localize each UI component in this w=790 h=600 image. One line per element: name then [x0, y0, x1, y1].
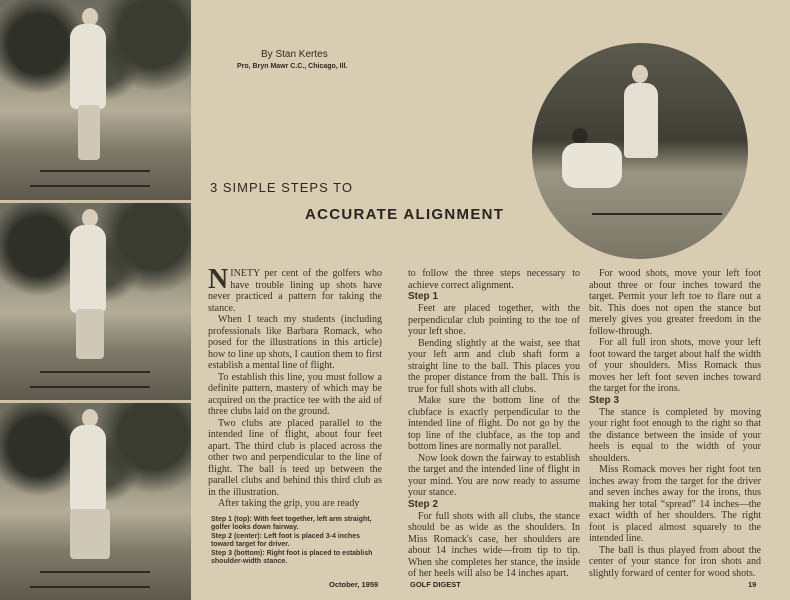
byline [237, 49, 348, 70]
paragraph: For all full iron shots, move your left foot toward the target about half the width of your shoulders. Miss Romack thus moves her left foot seven inches toward the target for the irons. [589, 337, 761, 394]
paragraph: The ball is thus played from about the center of your stance for iron shots and slightly forward of center for wood shots. [589, 544, 761, 579]
paragraph: To establish this line, you must follow a definite pattern, mastery of which may be acquired on the practice tee with the aid of three clubs laid on the ground. [208, 371, 382, 417]
paragraph: Two clubs are placed parallel to the intended line of flight, about four feet apart. The third club is placed across the other two and perpendicular to the line of flight. The ball is teed up between the parallel clubs and behind this third club as in the illustration. [208, 417, 382, 498]
photo-step-2 [0, 203, 191, 400]
step-1-heading: Step 1 [408, 291, 439, 302]
photo-caption [211, 516, 383, 566]
photo-strip [0, 0, 191, 600]
column-1 [208, 264, 382, 510]
footer-date: October, 1959 [329, 580, 379, 589]
paragraph: NINETY per cent of the golfers who have trouble lining up shots have never practiced a pattern for taking the stance. [208, 264, 382, 314]
photo-step-1 [0, 0, 191, 200]
page-number: 19 [748, 580, 757, 589]
caption-step-2: Step 2 (center): Left foot is placed 3-4 inches toward target for driver. [211, 532, 360, 549]
column-2 [408, 268, 580, 580]
column-3 [589, 268, 761, 579]
paragraph: Make sure the bottom line of the clubface is exactly perpendicular to the intended line of flight. Do not go by the top line of the clubface, as the top and bottom lines are normally not parallel. [408, 395, 580, 452]
paragraph: to follow the three steps necessary to achieve correct alignment. [408, 268, 580, 291]
paragraph: The stance is completed by moving your right foot enough to the right so that the distance between the inside of your heels is equal to the width of your shoulders. [589, 406, 761, 464]
paragraph: Now look down the fairway to establish the target and the intended line of flight in your mind. You are now ready to assume your stance. [408, 452, 580, 498]
paragraph: Feet are placed together, with the perpendicular club pointing to the toe of your left shoe. [408, 303, 580, 337]
paragraph: When I teach my students (including professionals like Barbara Romack, who posed for the illustrations in this article) how to line up shots, I caution them to first establish a mental line of flight. [208, 314, 382, 371]
paragraph: For full shots with all clubs, the stance should be as wide as the shoulders. In Miss Romack's case, her shoulders are about 14 inches wide—from tip to tip. When she completes her stance, the inside of her heels will also be 14 inches apart. [408, 510, 580, 579]
drop-cap: N [208, 264, 229, 295]
footer-magazine: GOLF DIGEST [410, 580, 461, 589]
step-2-heading: Step 2 [408, 498, 439, 510]
caption-step-1: Step 1 (top): With feet together, left arm straight, golfer looks down fairway. [211, 516, 372, 532]
photo-step-3 [0, 403, 191, 600]
author: By Stan Kertes [261, 49, 328, 60]
title-line-1: 3 SIMPLE STEPS TO [210, 180, 353, 195]
paragraph: Bending slightly at the waist, see that your left arm and club shaft form a straight line to the ball. This places you the proper distance from the ball. This is true for full shots with all clubs. [408, 337, 580, 395]
author-affiliation: Pro, Bryn Mawr C.C., Chicago, Ill. [237, 63, 348, 70]
circular-photo-instruction [532, 43, 748, 259]
paragraph: For wood shots, move your left foot about three or four inches toward the target. Permit your left toe to flare out a bit. This does not open the stance but merely gives you greater freedom in the follow-through. [589, 268, 761, 337]
paragraph: After taking the grip, you are ready [218, 498, 360, 509]
step-3-heading: Step 3 [589, 394, 620, 406]
paragraph: Miss Romack moves her right foot ten inches away from the target for the driver and seven inches away for the irons, thus making her total “spread” 14 inches—the exact width of her shoulders. The right foot is placed almost squarely to the intended line. [589, 464, 761, 544]
title-line-2: ACCURATE ALIGNMENT [305, 206, 505, 223]
caption-step-3: Step 3 (bottom): Right foot is placed to establish shoulder-width stance. [211, 549, 373, 566]
